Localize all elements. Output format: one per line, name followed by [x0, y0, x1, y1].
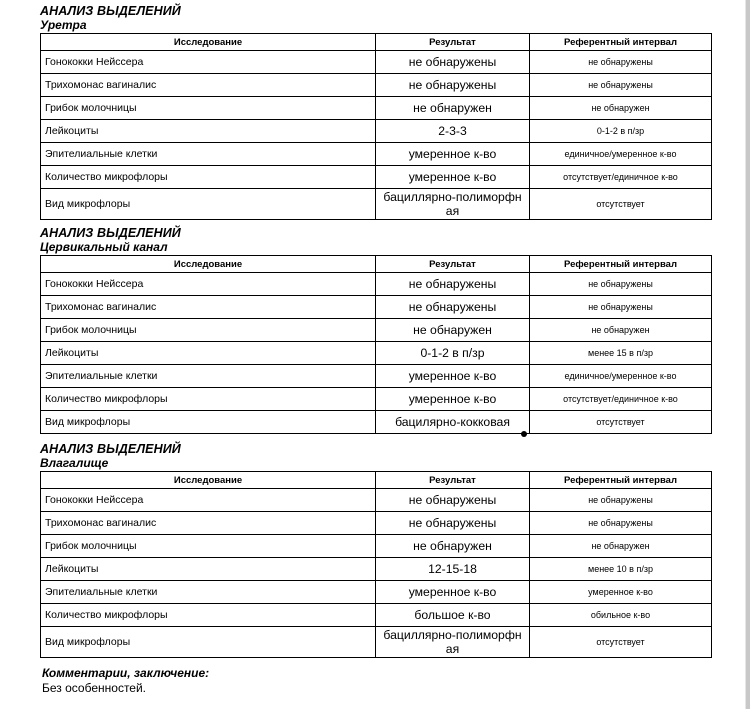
comments-title: Комментарии, заключение: [42, 666, 210, 680]
reference-interval: не обнаружен [530, 535, 712, 558]
table-row [41, 365, 712, 388]
results-table [40, 255, 712, 434]
header-study: Исследование [41, 256, 376, 273]
result-value: умеренное к-во [376, 388, 530, 411]
result-value: бациллярно-полиморфн ая [376, 189, 530, 220]
study-name: Лейкоциты [41, 120, 376, 143]
result-value: умеренное к-во [376, 581, 530, 604]
study-name: Трихомонас вагиналис [41, 74, 376, 97]
reference-interval: не обнаружены [530, 74, 712, 97]
table-row [41, 273, 712, 296]
table-row [41, 51, 712, 74]
study-name: Лейкоциты [41, 558, 376, 581]
study-name: Эпителиальные клетки [41, 143, 376, 166]
table-header-row [41, 472, 712, 489]
reference-interval: 0-1-2 в п/зр [530, 120, 712, 143]
study-name: Трихомонас вагиналис [41, 512, 376, 535]
reference-interval: не обнаружен [530, 319, 712, 342]
reference-interval: не обнаружены [530, 512, 712, 535]
table-row [41, 166, 712, 189]
table-row [41, 189, 712, 220]
study-name: Грибок молочницы [41, 535, 376, 558]
reference-interval: не обнаружены [530, 489, 712, 512]
study-name: Эпителиальные клетки [41, 581, 376, 604]
reference-interval: отсутствует/единичное к-во [530, 166, 712, 189]
study-name: Гонококки Нейссера [41, 51, 376, 74]
table-row [41, 558, 712, 581]
result-value: умеренное к-во [376, 143, 530, 166]
ink-dot [521, 431, 527, 437]
reference-interval: отсутствует [530, 627, 712, 658]
table-row [41, 535, 712, 558]
reference-interval: единичное/умеренное к-во [530, 365, 712, 388]
header-result: Результат [376, 34, 530, 51]
study-name: Вид микрофлоры [41, 189, 376, 220]
table-row [41, 319, 712, 342]
result-value: не обнаружен [376, 97, 530, 120]
table-row [41, 489, 712, 512]
results-table [40, 471, 712, 658]
table-header-row [41, 256, 712, 273]
table-row [41, 581, 712, 604]
study-name: Трихомонас вагиналис [41, 296, 376, 319]
result-value: не обнаружены [376, 74, 530, 97]
table-row [41, 74, 712, 97]
result-value: бациллярно-полиморфн ая [376, 627, 530, 658]
section-title: АНАЛИЗ ВЫДЕЛЕНИЙ [40, 226, 181, 240]
reference-interval: не обнаружены [530, 273, 712, 296]
table-row [41, 143, 712, 166]
section-title: АНАЛИЗ ВЫДЕЛЕНИЙ [40, 442, 181, 456]
study-name: Гонококки Нейссера [41, 273, 376, 296]
table-row [41, 120, 712, 143]
table-row [41, 604, 712, 627]
result-value: не обнаружены [376, 512, 530, 535]
study-name: Вид микрофлоры [41, 411, 376, 434]
reference-interval: не обнаружены [530, 296, 712, 319]
header-reference: Референтный интервал [530, 34, 712, 51]
result-value: не обнаружены [376, 489, 530, 512]
study-name: Лейкоциты [41, 342, 376, 365]
reference-interval: отсутствует/единичное к-во [530, 388, 712, 411]
section-title: АНАЛИЗ ВЫДЕЛЕНИЙ [40, 4, 181, 18]
study-name: Грибок молочницы [41, 97, 376, 120]
header-result: Результат [376, 256, 530, 273]
result-value: умеренное к-во [376, 365, 530, 388]
result-value: не обнаружены [376, 51, 530, 74]
header-result: Результат [376, 472, 530, 489]
table-row [41, 97, 712, 120]
page-edge-shadow [745, 0, 746, 709]
reference-interval: умеренное к-во [530, 581, 712, 604]
reference-interval: обильное к-во [530, 604, 712, 627]
section-urethra [40, 4, 711, 220]
result-value: не обнаружен [376, 319, 530, 342]
section-subtitle: Влагалище [40, 456, 109, 470]
study-name: Вид микрофлоры [41, 627, 376, 658]
table-row [41, 627, 712, 658]
result-value: 0-1-2 в п/зр [376, 342, 530, 365]
result-value: не обнаружены [376, 273, 530, 296]
reference-interval: менее 10 в п/зр [530, 558, 712, 581]
result-value: не обнаружен [376, 535, 530, 558]
reference-interval: не обнаружены [530, 51, 712, 74]
comments-text: Без особенностей. [42, 681, 147, 695]
header-study: Исследование [41, 34, 376, 51]
table-row [41, 512, 712, 535]
study-name: Количество микрофлоры [41, 388, 376, 411]
section-cervical-canal [40, 226, 711, 434]
table-header-row [41, 34, 712, 51]
result-value: большое к-во [376, 604, 530, 627]
results-table [40, 33, 712, 220]
study-name: Количество микрофлоры [41, 166, 376, 189]
reference-interval: отсутствует [530, 189, 712, 220]
table-row [41, 296, 712, 319]
study-name: Гонококки Нейссера [41, 489, 376, 512]
header-study: Исследование [41, 472, 376, 489]
page-edge [746, 0, 750, 709]
study-name: Грибок молочницы [41, 319, 376, 342]
study-name: Количество микрофлоры [41, 604, 376, 627]
study-name: Эпителиальные клетки [41, 365, 376, 388]
result-value: умеренное к-во [376, 166, 530, 189]
reference-interval: отсутствует [530, 411, 712, 434]
table-row [41, 388, 712, 411]
header-reference: Референтный интервал [530, 256, 712, 273]
header-reference: Референтный интервал [530, 472, 712, 489]
result-value: 12-15-18 [376, 558, 530, 581]
result-value: не обнаружены [376, 296, 530, 319]
section-subtitle: Уретра [40, 18, 87, 32]
table-row [41, 342, 712, 365]
table-row [41, 411, 712, 434]
section-subtitle: Цервикальный канал [40, 240, 168, 254]
reference-interval: менее 15 в п/зр [530, 342, 712, 365]
section-vagina [40, 442, 711, 658]
reference-interval: единичное/умеренное к-во [530, 143, 712, 166]
result-value: бацилярно-кокковая [376, 411, 530, 434]
result-value: 2-3-3 [376, 120, 530, 143]
reference-interval: не обнаружен [530, 97, 712, 120]
